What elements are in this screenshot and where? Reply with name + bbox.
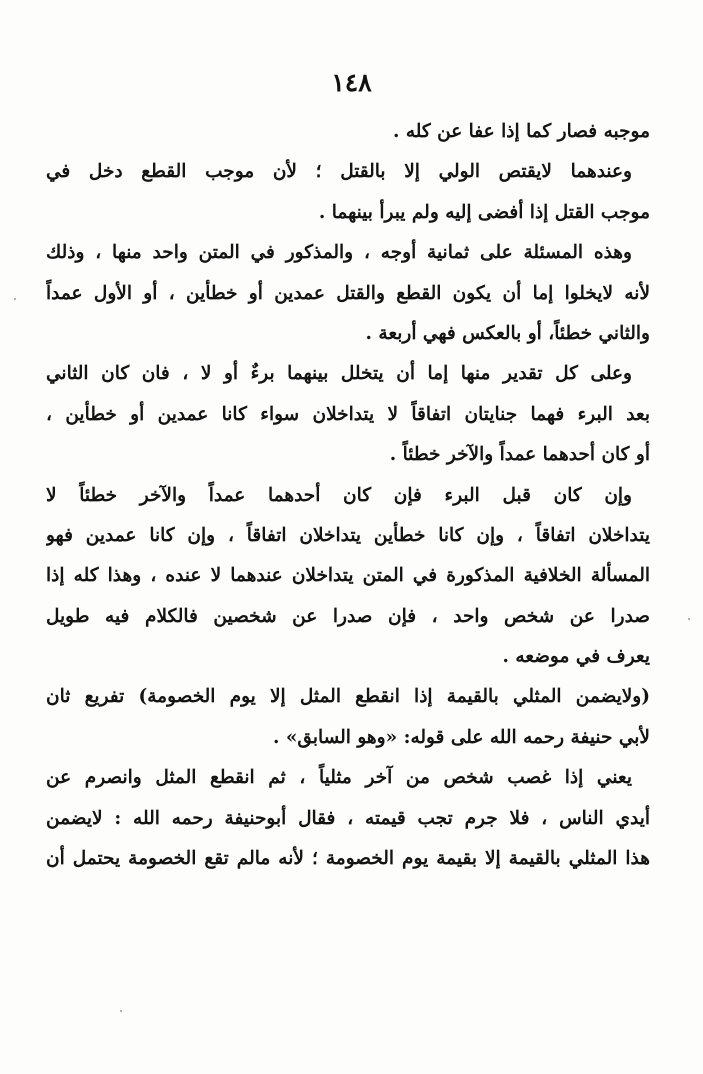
text-line: المسألة الخلافية المذكورة في المتن يتداخلان عندهما لا عنده ، وهذا كله إذا xyxy=(46,565,650,587)
text-body xyxy=(46,112,650,879)
text-line: وعلى كل تقدير منها إما أن يتخلل بينهما برءٌ أو لا ، فان كان الثاني xyxy=(46,363,632,385)
paragraph-5 xyxy=(46,476,650,678)
text-line: لأنه لايخلوا إما أن يكون القطع والقتل عمدين أو خطأين ، أو الأول عمداً xyxy=(46,282,650,304)
text-line: وعندهما لايقتص الولي إلا بالقتل ؛ لأن موجب القطع دخل في xyxy=(46,161,632,183)
paragraph-7 xyxy=(46,758,650,879)
text-line: أيدي الناس ، فلا جرم تجب قيمته ، فقال أبوحنيفة رحمه الله : لايضمن xyxy=(46,807,650,829)
text-line: (ولايضمن المثلي بالقيمة إذا انقطع المثل إلا يوم الخصومة) تفريع ثان xyxy=(46,686,650,708)
text-line: موجبه فصار كما إذا عفا عن كله . xyxy=(392,121,650,142)
text-line: يتداخلان اتفاقاً ، وإن كانا خطأين يتداخلان اتفاقاً ، وإن كانا عمدين فهو xyxy=(46,524,650,546)
scan-speck xyxy=(14,298,16,300)
text-line: يعني إذا غصب شخص من آخر مثلياً ، ثم انقطع المثل وانصرم عن xyxy=(46,767,632,789)
paragraph-1 xyxy=(46,112,650,152)
text-line: هذا المثلي بالقيمة إلا بقيمة يوم الخصومة ؛ لأنه مالم تقع الخصومة يحتمل أن xyxy=(46,848,650,870)
text-line: والثاني خطئاً، أو بالعكس فهي أربعة . xyxy=(365,322,650,344)
text-line: موجب القتل إذا أفضى إليه ولم يبرأ بينهما . xyxy=(318,201,650,223)
scan-speck xyxy=(120,1010,122,1012)
text-line: صدرا عن شخص واحد ، فإن صدرا عن شخصين فالكلام فيه طويل xyxy=(46,605,650,627)
text-line: وهذه المسئلة على ثمانية أوجه ، والمذكور في المتن واحد منها ، وذلك xyxy=(46,242,632,264)
paragraph-4 xyxy=(46,354,650,475)
text-line: وإن كان قبل البرء فإن كان أحدهما عمداً والآخر خطئاً لا xyxy=(46,484,632,506)
text-line: أو كان أحدهما عمداً والآخر خطئاً . xyxy=(389,444,650,466)
paragraph-2 xyxy=(46,152,650,233)
paragraph-3 xyxy=(46,233,650,354)
scan-speck xyxy=(688,618,690,620)
text-line: يعرف في موضعه . xyxy=(502,646,650,668)
paragraph-6 xyxy=(46,677,650,758)
text-line: بعد البرء فهما جنايتان اتفاقاً لا يتداخلان سواء كانا عمدين أو خطأين ، xyxy=(46,403,650,425)
text-line: لأبي حنيفة رحمه الله على قوله: «وهو السابق» . xyxy=(272,726,650,748)
page-number: ١٤٨ xyxy=(331,68,372,97)
